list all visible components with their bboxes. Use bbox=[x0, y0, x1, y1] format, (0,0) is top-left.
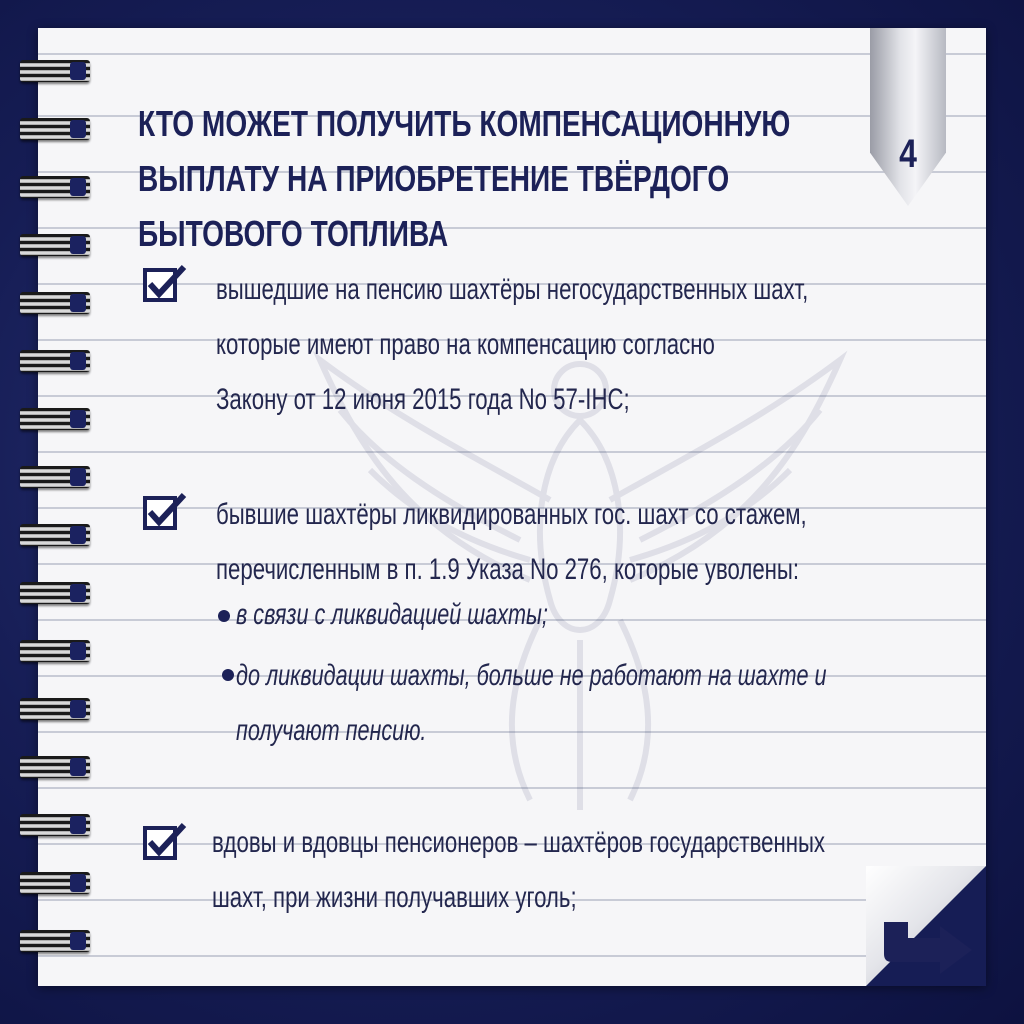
binding-ring bbox=[20, 454, 100, 512]
binding-ring bbox=[20, 860, 100, 918]
page-number: 4 bbox=[899, 132, 917, 176]
sub-list-item bbox=[236, 587, 548, 642]
list-item bbox=[212, 815, 825, 925]
checkbox-checked-icon bbox=[142, 492, 188, 532]
list-item-line: бывшие шахтёры ликвидированных гос. шахт со стажем, bbox=[216, 498, 807, 531]
binding-ring bbox=[20, 338, 100, 396]
sub-list-item bbox=[236, 648, 827, 758]
arrow-right-icon[interactable] bbox=[880, 918, 976, 978]
list-item-line: Закону от 12 июня 2015 года No 57-IНС; bbox=[216, 383, 630, 416]
binding-ring bbox=[20, 512, 100, 570]
binding-ring bbox=[20, 918, 100, 976]
list-item-line: вдовы и вдовцы пенсионеров – шахтёров государственных bbox=[212, 826, 826, 859]
binding-ring bbox=[20, 686, 100, 744]
binding-ring bbox=[20, 48, 100, 106]
binding-ring bbox=[20, 570, 100, 628]
binding-ring bbox=[20, 396, 100, 454]
list-item-line: перечисленным в п. 1.9 Указа No 276, которые уволены: bbox=[216, 553, 800, 586]
list-item bbox=[216, 262, 808, 427]
checkbox-checked-icon bbox=[142, 822, 188, 862]
binding-ring bbox=[20, 802, 100, 860]
binding-ring bbox=[20, 106, 100, 164]
binding-ring bbox=[20, 628, 100, 686]
bullet-icon bbox=[222, 669, 234, 681]
list-item-line: которые имеют право на компенсацию согласно bbox=[216, 328, 715, 361]
bullet-icon bbox=[218, 610, 230, 622]
page-title bbox=[138, 96, 791, 261]
binding-ring bbox=[20, 164, 100, 222]
sub-list-item-line: получают пенсию. bbox=[236, 714, 427, 747]
binding-ring bbox=[20, 280, 100, 338]
sub-list-item-line: в связи с ликвидацией шахты; bbox=[236, 598, 548, 631]
title-line: КТО МОЖЕТ ПОЛУЧИТЬ КОМПЕНСАЦИОННУЮ bbox=[138, 103, 791, 144]
checkbox-checked-icon bbox=[142, 264, 188, 304]
sub-list-item-line: до ликвидации шахты, больше не работают на шахте и bbox=[236, 659, 827, 692]
list-item-line: шахт, при жизни получавших уголь; bbox=[212, 881, 577, 914]
list-item bbox=[216, 487, 807, 597]
spiral-binding bbox=[20, 48, 100, 976]
binding-ring bbox=[20, 744, 100, 802]
binding-ring bbox=[20, 222, 100, 280]
title-line: ВЫПЛАТУ НА ПРИОБРЕТЕНИЕ ТВЁРДОГО bbox=[138, 158, 730, 199]
title-line: БЫТОВОГО ТОПЛИВА bbox=[138, 213, 449, 254]
list-item-line: вышедшие на пенсию шахтёры негосударственных шахт, bbox=[216, 273, 809, 306]
